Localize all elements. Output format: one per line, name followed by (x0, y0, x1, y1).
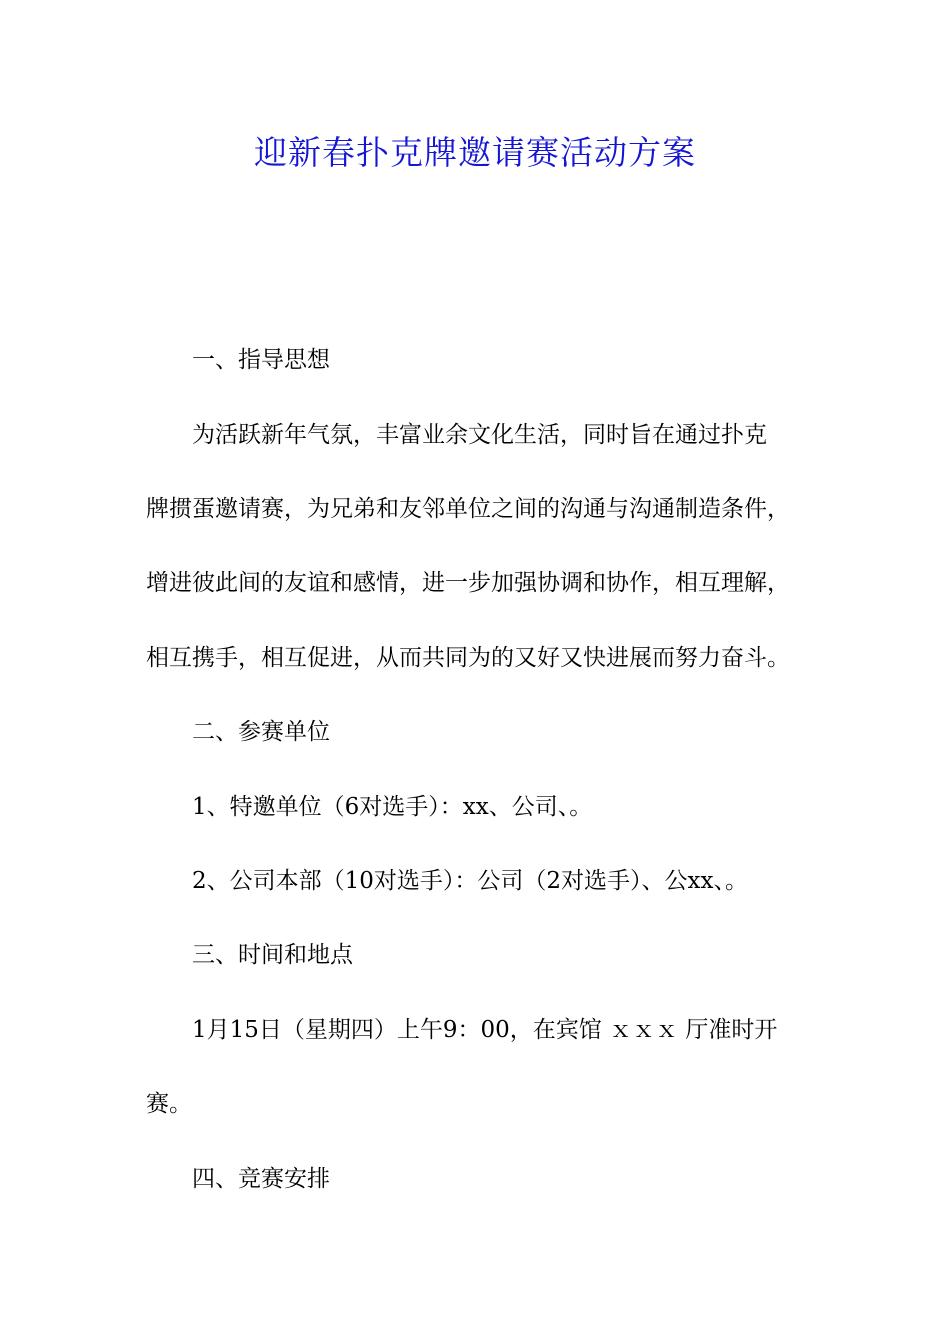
paragraph-line: 增进彼此间的友谊和感情，进一步加强协调和协作，相互理解， (146, 570, 790, 596)
section-heading-time-place: 三、时间和地点 (192, 942, 353, 968)
list-item: 2、公司本部（10对选手）：公司（2对选手）、公xx、。 (192, 868, 748, 894)
paragraph-line: 相互携手，相互促进，从而共同为的又好又快进展而努力奋斗。 (146, 645, 790, 671)
section-heading-participants: 二、参赛单位 (192, 719, 330, 745)
paragraph-line: 牌掼蛋邀请赛，为兄弟和友邻单位之间的沟通与沟通制造条件， (146, 496, 790, 522)
paragraph-line: 为活跃新年气氛，丰富业余文化生活，同时旨在通过扑克 (192, 422, 767, 448)
section-heading-competition-arrangement: 四、竞赛安排 (192, 1166, 330, 1192)
paragraph-line: 1月15日（星期四）上午9：00，在宾馆 ｘｘｘ 厅准时开 (192, 1017, 778, 1043)
paragraph-line: 赛。 (146, 1091, 192, 1117)
list-item: 1、特邀单位（6对选手）：xx、公司、。 (192, 794, 593, 820)
section-heading-guiding-ideology: 一、指导思想 (192, 347, 330, 373)
document-title: 迎新春扑克牌邀请赛活动方案 (254, 133, 696, 172)
